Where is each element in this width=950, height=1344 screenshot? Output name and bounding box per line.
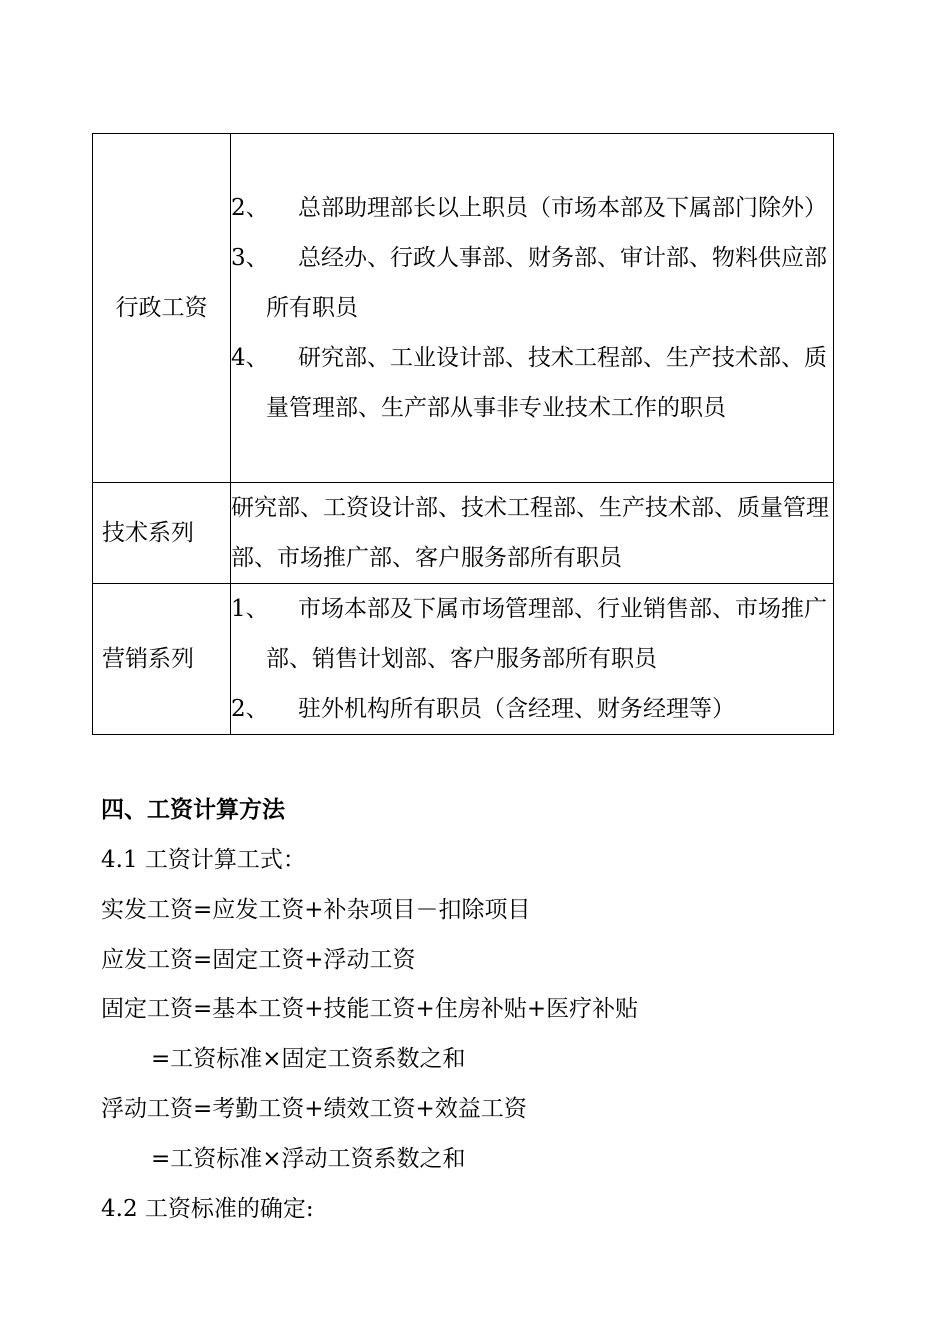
item-text: 市场本部及下属市场管理部、行业销售部、市场推广部、销售计划部、客户服务部所有职员 [266, 596, 827, 672]
item-number: 4、 [231, 345, 269, 371]
list-item [231, 233, 833, 333]
item-text: 总经办、行政人事部、财务部、审计部、物料供应部所有职员 [266, 245, 827, 321]
formula-line: 浮动工资=考勤工资+绩效工资+效益工资 [101, 1095, 527, 1122]
row-label: 营销系列 [93, 584, 231, 735]
item-number: 2、 [231, 195, 269, 221]
row-label: 行政工资 [93, 134, 231, 483]
list-item [231, 584, 833, 684]
item-number: 3、 [231, 245, 269, 271]
row-content [231, 134, 834, 483]
item-number: 1、 [231, 596, 269, 622]
table-row [93, 584, 834, 735]
subsection-title: 4.1 工资计算工式： [101, 847, 306, 873]
list-item [231, 333, 833, 433]
formula-line: =工资标准×浮动工资系数之和 [151, 1145, 466, 1172]
formula-line: =工资标准×固定工资系数之和 [151, 1046, 466, 1073]
row-content [231, 483, 834, 584]
subsection-title: 4.2 工资标准的确定: [101, 1195, 314, 1222]
row-text: 研究部、工资设计部、技术工程部、生产技术部、质量管理部、市场推广部、客户服务部所有职员 [231, 495, 829, 571]
formula-block [101, 836, 638, 1234]
item-text: 研究部、工业设计部、技术工程部、生产技术部、质量管理部、生产部从事非专业技术工作的职员 [266, 345, 827, 421]
formula-line: 实发工资=应发工资+补杂项目－扣除项目 [101, 896, 531, 923]
table-row [93, 483, 834, 584]
item-number: 2、 [231, 696, 269, 722]
list-item [231, 183, 833, 233]
row-label: 技术系列 [93, 483, 231, 584]
employee-category-table [92, 133, 834, 735]
formula-line: 固定工资=基本工资+技能工资+住房补贴+医疗补贴 [101, 996, 639, 1023]
table-row [93, 134, 834, 483]
item-text: 总部助理部长以上职员（市场本部及下属部门除外） [298, 195, 827, 221]
list-item [231, 684, 833, 734]
item-text: 驻外机构所有职员（含经理、财务经理等） [298, 696, 735, 722]
row-content [231, 584, 834, 735]
formula-line: 应发工资=固定工资+浮动工资 [101, 946, 416, 973]
section-heading: 四、工资计算方法 [101, 796, 285, 823]
